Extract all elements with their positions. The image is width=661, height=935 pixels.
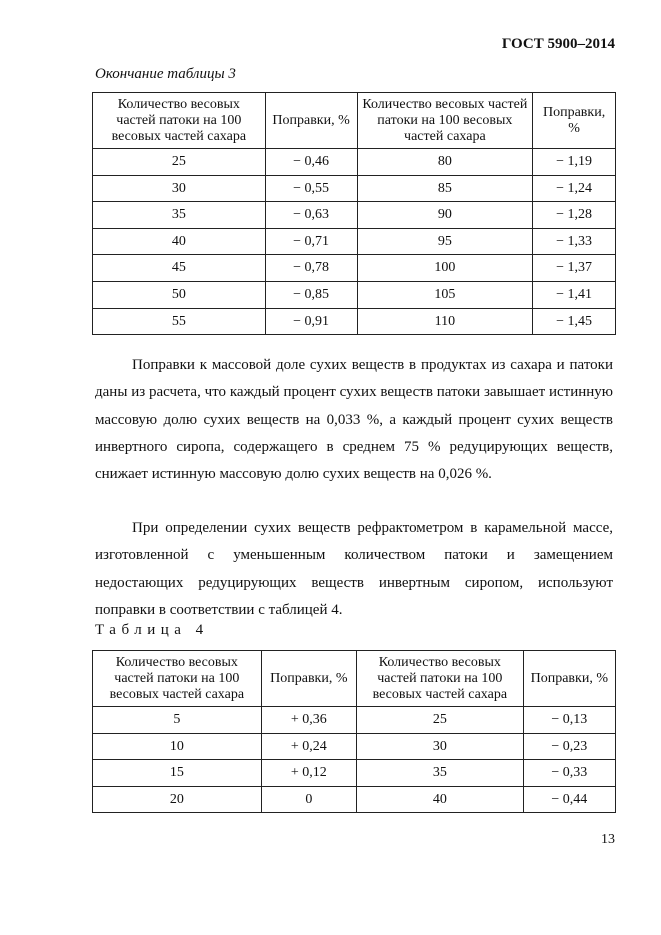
table-cell: 90 — [357, 202, 533, 229]
table3-header-correction-1: Поправки, % — [265, 93, 357, 149]
document-code: ГОСТ 5900–2014 — [501, 36, 615, 52]
table3-header-qty-1: Количество весовых частей патоки на 100 весовых частей сахара — [93, 93, 266, 149]
table3-header-row — [93, 93, 616, 149]
table-3 — [92, 92, 616, 335]
table4-header-qty-1: Количество весовых частей патоки на 100 весовых частей сахара — [93, 651, 262, 707]
table-cell: 80 — [357, 149, 533, 176]
table-cell: − 1,33 — [533, 228, 616, 255]
table-cell: 85 — [357, 175, 533, 202]
table-cell: 110 — [357, 308, 533, 335]
table-cell: − 0,13 — [523, 707, 615, 734]
table-cell: 40 — [357, 786, 524, 813]
table-cell: 50 — [93, 281, 266, 308]
paragraph-text: Поправки к массовой доле сухих веществ в продуктах из сахара и патоки даны из расчета, что каждый процент сухих веществ патоки завышает истинную массовую долю сухих веществ на 0,033 %, а каждый процент сухих веществ инвертного сиропа, содержащего в среднем 75 % редуцирующих веществ, снижает истинную массовую долю сухих веществ на 0,026 %. — [95, 357, 613, 483]
table4-header-correction-2: Поправки, % — [523, 651, 615, 707]
table-cell: 55 — [93, 308, 266, 335]
table-row — [93, 149, 616, 176]
table-cell: − 0,46 — [265, 149, 357, 176]
table-cell: − 1,28 — [533, 202, 616, 229]
table-4 — [92, 650, 616, 813]
table-row — [93, 281, 616, 308]
table-cell: 100 — [357, 255, 533, 282]
table-cell: − 1,24 — [533, 175, 616, 202]
table-cell: + 0,12 — [261, 760, 356, 787]
table-row — [93, 308, 616, 335]
table4-header-row — [93, 651, 616, 707]
table-cell: − 1,41 — [533, 281, 616, 308]
table-cell: − 0,85 — [265, 281, 357, 308]
table4-header-correction-1: Поправки, % — [261, 651, 356, 707]
table-cell: 35 — [93, 202, 266, 229]
table4-label: Таблица 4 — [95, 622, 209, 638]
table-cell: + 0,24 — [261, 733, 356, 760]
table-row — [93, 760, 616, 787]
table-cell: 30 — [357, 733, 524, 760]
table-cell: − 0,33 — [523, 760, 615, 787]
table-cell: 15 — [93, 760, 262, 787]
paragraph-refractometer-use — [95, 515, 613, 624]
table-cell: 25 — [93, 149, 266, 176]
table-cell: 25 — [357, 707, 524, 734]
table-row — [93, 786, 616, 813]
table-cell: − 0,44 — [523, 786, 615, 813]
table-cell: − 0,71 — [265, 228, 357, 255]
table-cell: − 1,45 — [533, 308, 616, 335]
table-cell: 20 — [93, 786, 262, 813]
table-cell: − 0,55 — [265, 175, 357, 202]
table-cell: − 0,78 — [265, 255, 357, 282]
table-cell: − 1,19 — [533, 149, 616, 176]
page-number: 13 — [601, 832, 615, 847]
paragraph-text: При определении сухих веществ рефрактометром в карамельной массе, изготовленной с уменьшенным количеством патоки и замещением недостающих редуцирующих веществ инвертным сиропом, используют поправки в соответствии с таблицей 4. — [95, 520, 613, 618]
table-cell: − 0,23 — [523, 733, 615, 760]
table-row — [93, 707, 616, 734]
table-cell: 5 — [93, 707, 262, 734]
table-row — [93, 733, 616, 760]
table-cell: − 0,91 — [265, 308, 357, 335]
table3-caption: Окончание таблицы 3 — [95, 66, 236, 82]
table-cell: − 0,63 — [265, 202, 357, 229]
table-row — [93, 202, 616, 229]
table-cell: 105 — [357, 281, 533, 308]
table-cell: 10 — [93, 733, 262, 760]
table-row — [93, 228, 616, 255]
table-row — [93, 255, 616, 282]
table-cell: 95 — [357, 228, 533, 255]
table-cell: 35 — [357, 760, 524, 787]
table-row — [93, 175, 616, 202]
table3-header-qty-2: Количество весовых частей патоки на 100 весовых частей сахара — [357, 93, 533, 149]
paragraph-corrections-basis — [95, 352, 613, 488]
table-cell: 40 — [93, 228, 266, 255]
table-cell: 30 — [93, 175, 266, 202]
table-cell: + 0,36 — [261, 707, 356, 734]
table-cell: 0 — [261, 786, 356, 813]
table3-header-correction-2: Поправки, % — [533, 93, 616, 149]
table4-header-qty-2: Количество весовых частей патоки на 100 весовых частей сахара — [357, 651, 524, 707]
table-cell: 45 — [93, 255, 266, 282]
table-cell: − 1,37 — [533, 255, 616, 282]
